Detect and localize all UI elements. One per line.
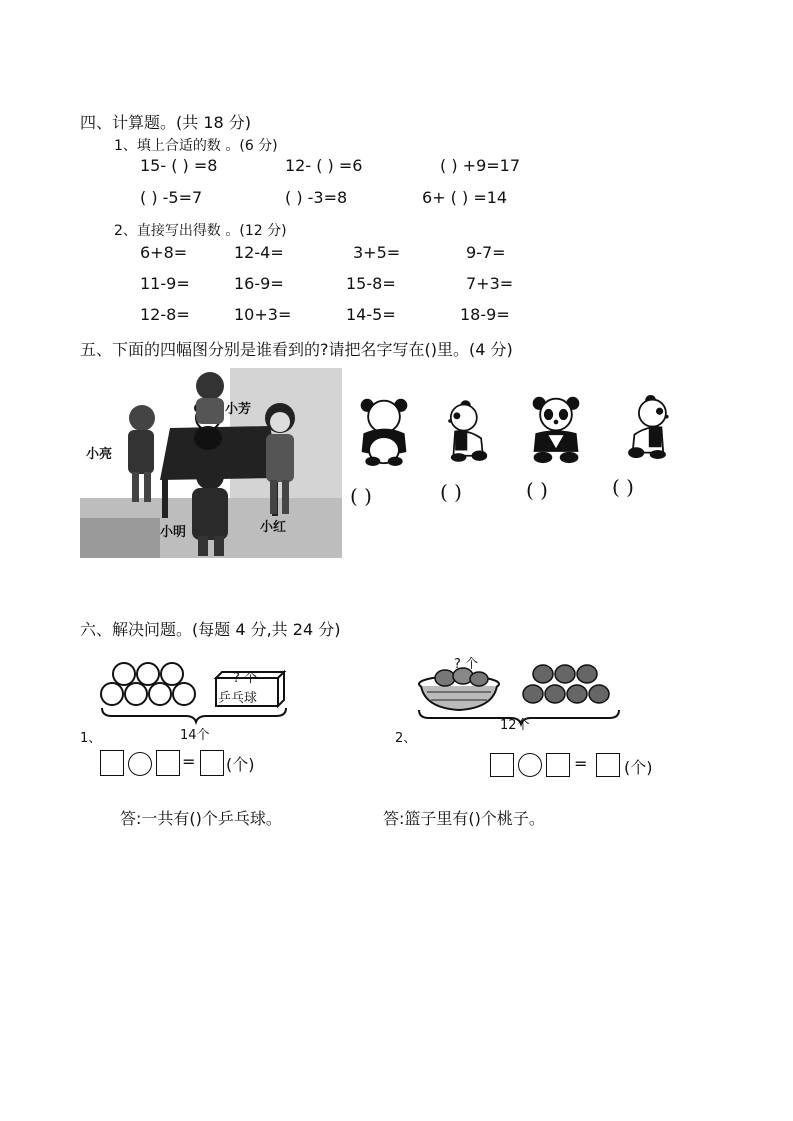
- calc-1-4: 9-7=: [466, 243, 506, 262]
- p2-equals: =: [574, 754, 588, 773]
- fill-blank-2: 12- ( ) =6: [285, 156, 363, 175]
- calc-3-1: 12-8=: [140, 305, 190, 324]
- p2-operator-circle[interactable]: [518, 753, 542, 777]
- peach-total: 12个: [500, 718, 530, 733]
- calc-2-4: 7+3=: [466, 274, 514, 293]
- p1-box-1[interactable]: [100, 750, 124, 776]
- p2-box-1[interactable]: [490, 753, 514, 777]
- p1-unit: (个): [226, 755, 255, 774]
- section6-title: 六、解决问题。(每题 4 分,共 24 分): [80, 620, 341, 639]
- panda-side-view-right: [620, 392, 674, 462]
- calc-3-2: 10+3=: [234, 305, 292, 324]
- q2-title: 2、直接写出得数 。(12 分): [114, 223, 287, 239]
- p2-unit: (个): [624, 758, 653, 777]
- p1-answer: 答:一共有()个乒乓球。: [120, 809, 282, 828]
- children-table-illustration: [80, 368, 342, 558]
- calc-3-4: 18-9=: [460, 305, 510, 324]
- section5-title: 五、下面的四幅图分别是谁看到的?请把名字写在()里。(4 分): [80, 340, 513, 359]
- fill-blank-6: 6+ ( ) =14: [422, 188, 508, 207]
- problem1-number: 1、: [80, 731, 102, 746]
- answer-paren-4[interactable]: ( ): [612, 475, 634, 499]
- p2-box-2[interactable]: [546, 753, 570, 777]
- panda-back-view: [356, 395, 412, 467]
- p2-box-3[interactable]: [596, 753, 620, 777]
- pingpong-illustration: [98, 656, 298, 726]
- calc-1-3: 3+5=: [353, 243, 401, 262]
- fill-blank-5: ( ) -3=8: [285, 188, 348, 207]
- p1-box-2[interactable]: [156, 750, 180, 776]
- pingpong-box-label: 乒乓球: [218, 691, 258, 706]
- name-label-xiaofang: 小芳: [225, 402, 252, 417]
- fill-blank-3: ( ) +9=17: [440, 156, 521, 175]
- name-label-xiaoliang: 小亮: [86, 447, 113, 462]
- pingpong-question: ? 个: [233, 671, 258, 686]
- calc-1-2: 12-4=: [234, 243, 284, 262]
- name-label-xiaohong: 小红: [260, 520, 287, 535]
- fill-blank-4: ( ) -5=7: [140, 188, 203, 207]
- answer-paren-3[interactable]: ( ): [526, 478, 548, 502]
- calc-1-1: 6+8=: [140, 243, 188, 262]
- panda-side-view-left: [443, 396, 495, 466]
- pingpong-total: 14个: [180, 728, 210, 743]
- calc-2-2: 16-9=: [234, 274, 284, 293]
- q1-title: 1、填上合适的数 。(6 分): [114, 138, 278, 154]
- answer-paren-2[interactable]: ( ): [440, 480, 462, 504]
- section4-title: 四、计算题。(共 18 分): [80, 113, 252, 132]
- calc-3-3: 14-5=: [346, 305, 396, 324]
- peach-question: ? 个: [454, 657, 479, 672]
- p1-box-3[interactable]: [200, 750, 224, 776]
- calc-2-3: 15-8=: [346, 274, 396, 293]
- answer-paren-1[interactable]: ( ): [350, 484, 372, 508]
- name-label-xiaoming: 小明: [160, 525, 187, 540]
- panda-front-view: [528, 394, 584, 464]
- p2-answer: 答:篮子里有()个桃子。: [383, 809, 545, 828]
- p1-equals: =: [182, 752, 196, 771]
- calc-2-1: 11-9=: [140, 274, 190, 293]
- problem2-number: 2、: [395, 731, 417, 746]
- fill-blank-1: 15- ( ) =8: [140, 156, 218, 175]
- p1-operator-circle[interactable]: [128, 752, 152, 776]
